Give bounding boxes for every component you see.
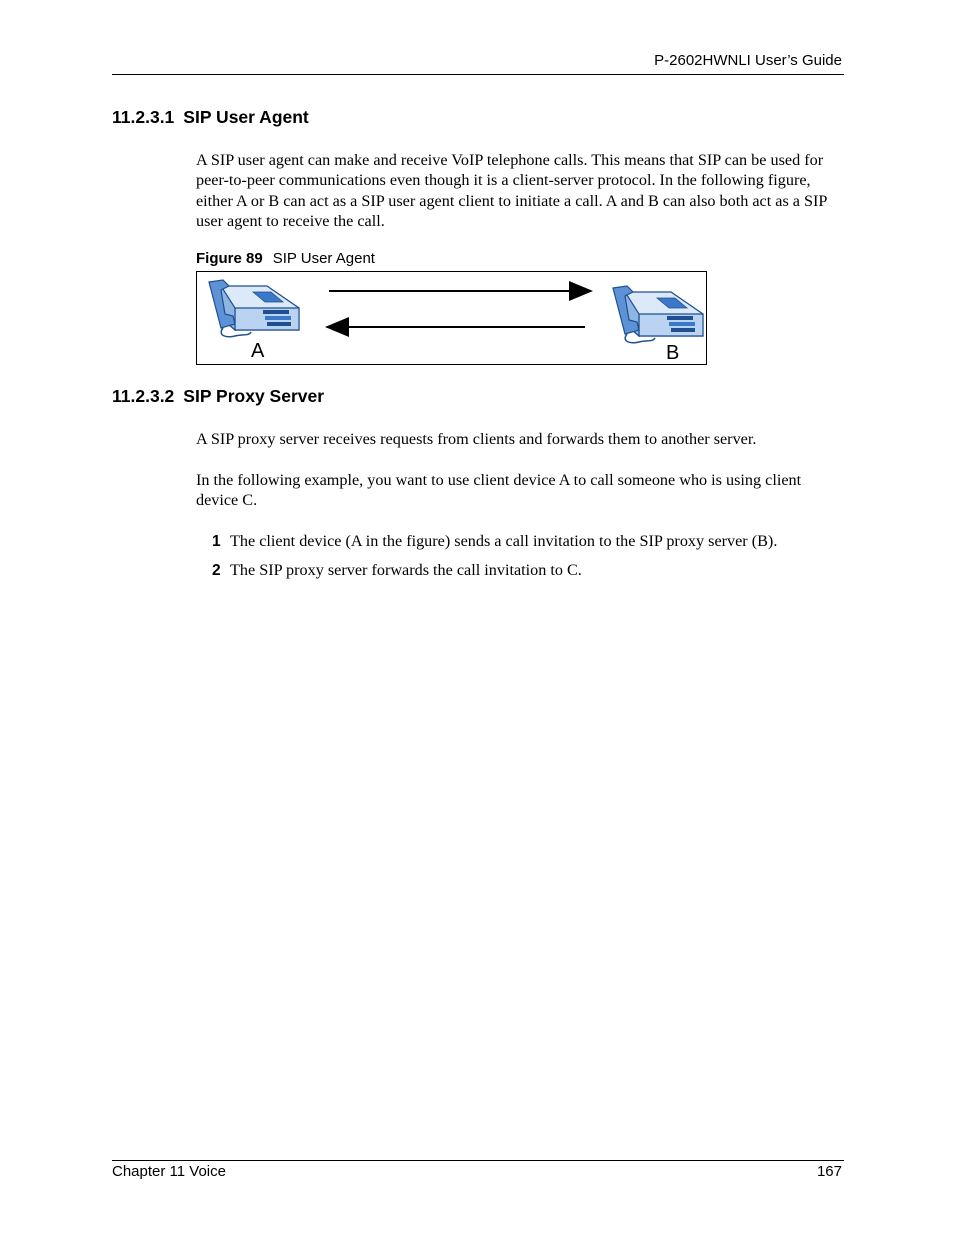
step-number: 1 [212, 533, 221, 550]
paragraph-sip-user-agent: A SIP user agent can make and receive VoIP telephone calls. This means that SIP can be used for peer-to-peer communications even though it is a client-server protocol. In the following figure, either A or B can act as a SIP user agent client to initiate a call. A and B can also both act as a SIP user agent to receive the call. [196, 151, 827, 230]
step-text: The SIP proxy server forwards the call invitation to C. [230, 561, 582, 579]
figure-caption [196, 250, 375, 267]
sip-user-agent-figure [196, 271, 707, 365]
telephone-icon-b [613, 286, 703, 343]
figure-diagram [197, 272, 708, 366]
section-number: 11.2.3.2 [112, 386, 175, 406]
chapter-label: Chapter 11 Voice [112, 1163, 226, 1180]
section-title: SIP Proxy Server [183, 386, 325, 406]
guide-title: P-2602HWNLI User’s Guide [654, 52, 842, 69]
step-text: The client device (A in the figure) sends a call invitation to the SIP proxy server (B). [230, 532, 778, 550]
step-number: 2 [212, 562, 221, 579]
figure-label: Figure 89 [196, 250, 263, 267]
section-heading-sip-proxy-server [112, 386, 324, 407]
node-label-a: A [251, 340, 265, 362]
section-title: SIP User Agent [183, 107, 309, 127]
list-item [212, 560, 582, 581]
node-label-b: B [666, 342, 680, 364]
paragraph-sip-proxy-server: A SIP proxy server receives requests from clients and forwards them to another server. [196, 430, 757, 448]
paragraph-example: In the following example, you want to use client device A to call someone who is using client device C. [196, 471, 802, 510]
telephone-icon-a [209, 280, 299, 337]
section-heading-sip-user-agent [112, 107, 309, 128]
section-number: 11.2.3.1 [112, 107, 175, 127]
page-header [112, 50, 844, 75]
figure-title: SIP User Agent [272, 250, 375, 267]
list-item [212, 531, 777, 552]
page-number: 167 [816, 1163, 842, 1180]
page-footer [112, 1160, 844, 1183]
